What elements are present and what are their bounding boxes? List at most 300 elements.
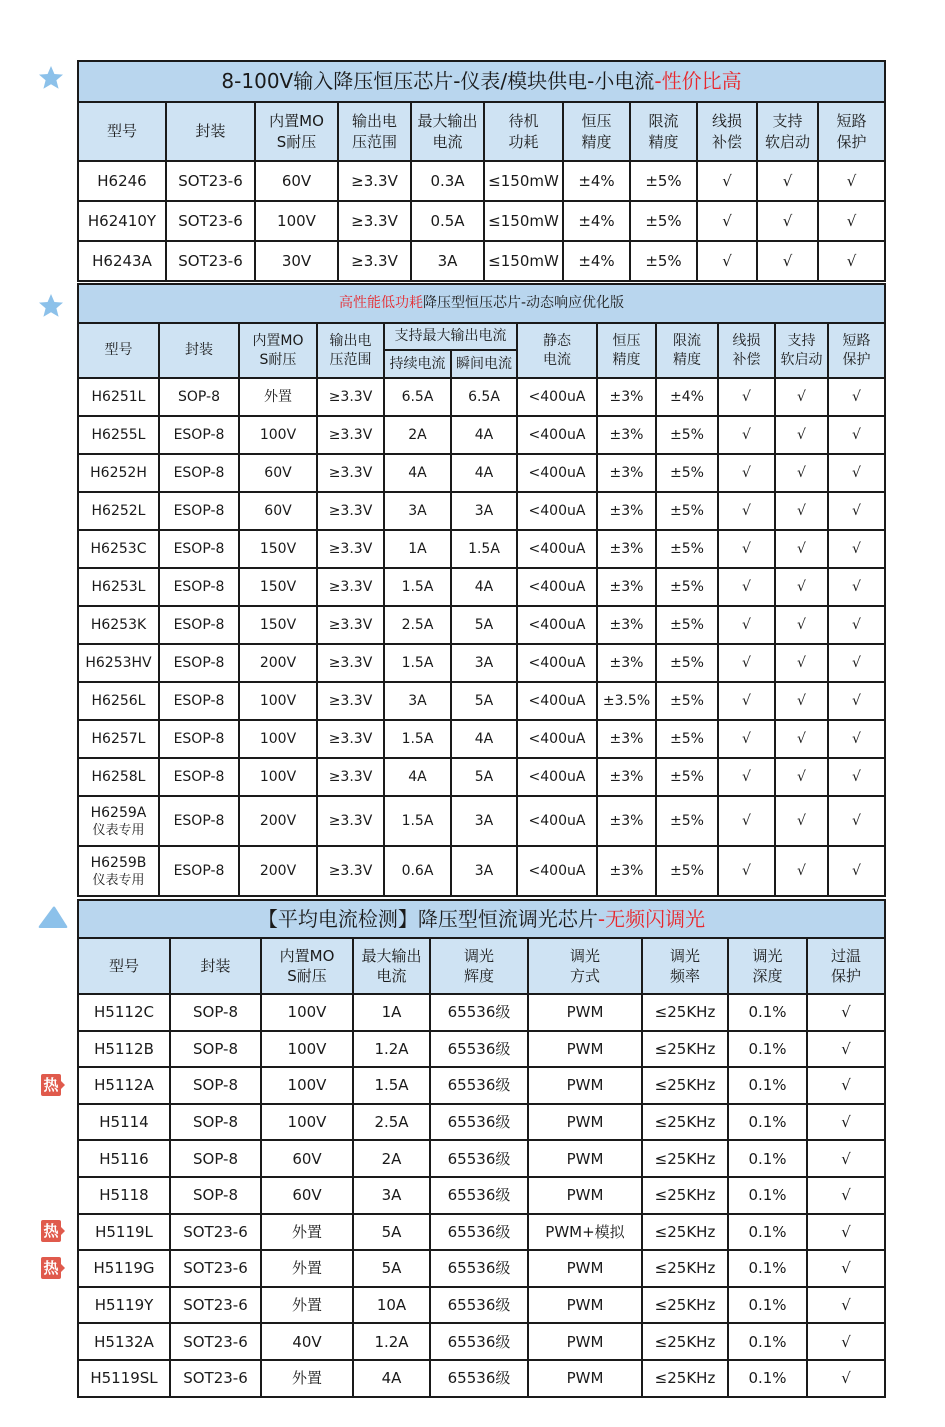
table-cell: 1.2A: [353, 1031, 430, 1068]
table-section1: [77, 60, 886, 282]
table-cell: √: [718, 416, 775, 454]
table-cell: 0.5A: [411, 201, 484, 241]
table-cell: H6258L: [78, 758, 159, 796]
table-cell: <400uA: [517, 378, 597, 416]
table-cell: 1.5A: [353, 1067, 430, 1104]
table-cell: √: [828, 644, 885, 682]
table-cell: 5A: [451, 682, 517, 720]
table-cell: 0.3A: [411, 161, 484, 201]
column-header: 支持 软启动: [757, 102, 818, 161]
table-cell: 65536级: [430, 1031, 528, 1068]
table-cell: 1.5A: [384, 568, 451, 606]
table-cell: 1.5A: [384, 644, 451, 682]
table-cell: <400uA: [517, 416, 597, 454]
table-cell: 0.1%: [728, 1214, 807, 1251]
table-cell: SOP-8: [170, 1031, 261, 1068]
table-cell: 3A: [451, 796, 517, 846]
table-cell: H6251L: [78, 378, 159, 416]
table-cell: √: [818, 161, 885, 201]
table-cell: ±5%: [630, 161, 697, 201]
table-cell: 外置: [239, 378, 317, 416]
table-cell: ESOP-8: [159, 796, 239, 846]
table-cell: √: [718, 378, 775, 416]
table-cell: PWM: [528, 1250, 642, 1287]
table-cell: ≥3.3V: [317, 644, 384, 682]
table-cell: H6256L: [78, 682, 159, 720]
table-cell: ±4%: [563, 161, 630, 201]
table-cell: ≤25KHz: [642, 1140, 728, 1177]
table-cell: √: [807, 1250, 885, 1287]
table-cell: ≥3.3V: [317, 846, 384, 896]
table-row: [78, 758, 885, 796]
table-cell: 65536级: [430, 1323, 528, 1360]
table-cell: H5119L: [78, 1214, 170, 1251]
table-cell: H5132A: [78, 1323, 170, 1360]
table-cell: 60V: [261, 1140, 353, 1177]
table-cell: ±5%: [656, 644, 718, 682]
table-cell: √: [828, 720, 885, 758]
table-cell: ±5%: [630, 201, 697, 241]
column-header: 封装: [166, 102, 255, 161]
table-cell: 4A: [384, 758, 451, 796]
table-cell: ≥3.3V: [317, 796, 384, 846]
column-header: 内置MO S耐压: [239, 323, 317, 378]
table-cell: <400uA: [517, 644, 597, 682]
table-cell: 6.5A: [451, 378, 517, 416]
table-cell: ESOP-8: [159, 568, 239, 606]
table-cell: 40V: [261, 1323, 353, 1360]
table-cell: 4A: [451, 416, 517, 454]
table-cell: H5112B: [78, 1031, 170, 1068]
hot-label: 热: [43, 1221, 59, 1240]
section2-title: 高性能低功耗降压型恒压芯片-动态响应优化版: [78, 284, 885, 323]
column-header: 限流 精度: [630, 102, 697, 161]
column-header: 最大输出 电流: [353, 938, 430, 994]
column-header: 线损 补偿: [697, 102, 757, 161]
table-cell: ±3%: [597, 378, 656, 416]
table-cell: ≤25KHz: [642, 1360, 728, 1397]
table-cell: <400uA: [517, 606, 597, 644]
table-cell: 150V: [239, 530, 317, 568]
table-cell: PWM: [528, 1067, 642, 1104]
table-cell: <400uA: [517, 682, 597, 720]
table-cell: ≥3.3V: [317, 492, 384, 530]
table-cell: √: [807, 1287, 885, 1324]
table-cell: SOP-8: [170, 1067, 261, 1104]
table-cell: 0.1%: [728, 1250, 807, 1287]
table-cell: SOT23-6: [166, 201, 255, 241]
table-cell: 3A: [384, 682, 451, 720]
table-cell: 65536级: [430, 1177, 528, 1214]
table-cell: 150V: [239, 606, 317, 644]
table-cell: ±5%: [656, 796, 718, 846]
table-cell: SOP-8: [170, 1140, 261, 1177]
table-cell: √: [807, 1360, 885, 1397]
star-icon: [37, 64, 65, 92]
table-cell: √: [718, 530, 775, 568]
table-cell: √: [828, 416, 885, 454]
table-cell: 4A: [451, 568, 517, 606]
table-cell: H6255L: [78, 416, 159, 454]
table-cell: √: [718, 644, 775, 682]
hot-icon: [38, 1073, 66, 1097]
column-header: 内置MO S耐压: [261, 938, 353, 994]
table-cell: 100V: [255, 201, 338, 241]
table-cell: H5114: [78, 1104, 170, 1141]
table-cell: H5119G: [78, 1250, 170, 1287]
table-cell: √: [775, 530, 828, 568]
table-cell: H6243A: [78, 241, 166, 281]
table-cell: ≤25KHz: [642, 1250, 728, 1287]
triangle-icon: [37, 904, 69, 930]
table-cell: √: [775, 492, 828, 530]
table-cell: 150V: [239, 568, 317, 606]
column-header: 恒压 精度: [597, 323, 656, 378]
table-row: [78, 720, 885, 758]
table-cell: PWM: [528, 1104, 642, 1141]
table-cell: ≤25KHz: [642, 994, 728, 1031]
table-cell: SOP-8: [159, 378, 239, 416]
table-cell: √: [807, 1067, 885, 1104]
table-cell: SOP-8: [170, 994, 261, 1031]
table-cell: ±5%: [656, 492, 718, 530]
column-header: 型号: [78, 323, 159, 378]
table-cell: 外置: [261, 1250, 353, 1287]
table-cell: 3A: [451, 846, 517, 896]
table-cell: PWM: [528, 1031, 642, 1068]
table-row: [78, 1287, 885, 1324]
table-cell: H6246: [78, 161, 166, 201]
table-cell: PWM: [528, 1287, 642, 1324]
table-cell: ±3%: [597, 492, 656, 530]
table-cell: ≤150mW: [484, 161, 563, 201]
table-cell: 200V: [239, 644, 317, 682]
table-cell: √: [718, 846, 775, 896]
table-cell: √: [828, 796, 885, 846]
table-cell: 30V: [255, 241, 338, 281]
table-cell: √: [718, 796, 775, 846]
table-cell: ±5%: [656, 606, 718, 644]
table-cell: √: [807, 1214, 885, 1251]
table-cell: ±3%: [597, 454, 656, 492]
table-cell: 3A: [411, 241, 484, 281]
table-cell: √: [697, 241, 757, 281]
table-cell: ≥3.3V: [317, 378, 384, 416]
table-cell: ±3.5%: [597, 682, 656, 720]
table-cell: <400uA: [517, 846, 597, 896]
table-cell: H6253HV: [78, 644, 159, 682]
table-cell: ≤25KHz: [642, 1287, 728, 1324]
table-cell: √: [807, 994, 885, 1031]
table-cell: 100V: [261, 994, 353, 1031]
table-cell: 4A: [384, 454, 451, 492]
table-cell: ESOP-8: [159, 606, 239, 644]
table-cell: <400uA: [517, 720, 597, 758]
table-cell: ±3%: [597, 568, 656, 606]
table-cell: 65536级: [430, 1067, 528, 1104]
table-row: [78, 994, 885, 1031]
table-row: [78, 606, 885, 644]
table-cell: ±3%: [597, 416, 656, 454]
table-cell: <400uA: [517, 492, 597, 530]
section1-title: 8-100V输入降压恒压芯片-仪表/模块供电-小电流-性价比高: [78, 61, 885, 102]
table-cell: √: [775, 758, 828, 796]
column-header: 型号: [78, 102, 166, 161]
table-cell: √: [697, 201, 757, 241]
model-note: 仪表专用: [92, 822, 145, 838]
column-subheader: 瞬间电流: [451, 350, 517, 378]
table-cell: 10A: [353, 1287, 430, 1324]
table-cell: 65536级: [430, 1104, 528, 1141]
column-header: 调光 深度: [728, 938, 807, 994]
table-cell: ESOP-8: [159, 644, 239, 682]
table-cell: √: [775, 416, 828, 454]
table-cell: 外置: [261, 1214, 353, 1251]
table-cell: PWM: [528, 1360, 642, 1397]
table-cell: 60V: [239, 454, 317, 492]
table-cell: 0.1%: [728, 1067, 807, 1104]
table-cell: 2.5A: [353, 1104, 430, 1141]
table-cell: 65536级: [430, 1250, 528, 1287]
table-cell: ±3%: [597, 606, 656, 644]
table-cell: ≤25KHz: [642, 1104, 728, 1141]
table-cell: ±4%: [563, 241, 630, 281]
table-cell: PWM: [528, 1140, 642, 1177]
table-row: [78, 161, 885, 201]
table-row: [78, 1360, 885, 1397]
table-cell: 4A: [451, 454, 517, 492]
column-header: 过温 保护: [807, 938, 885, 994]
table-cell: √: [697, 161, 757, 201]
table-row: [78, 492, 885, 530]
table-cell: 0.1%: [728, 1287, 807, 1324]
column-header: 封装: [159, 323, 239, 378]
column-header: 短路 保护: [818, 102, 885, 161]
table-row: [78, 1031, 885, 1068]
table-cell: 5A: [353, 1214, 430, 1251]
table-cell: ≤25KHz: [642, 1067, 728, 1104]
table-cell: 100V: [261, 1067, 353, 1104]
table-cell: ESOP-8: [159, 682, 239, 720]
column-header: 调光 辉度: [430, 938, 528, 994]
table-cell: ≤25KHz: [642, 1214, 728, 1251]
table-cell: H6253L: [78, 568, 159, 606]
table-cell: H62410Y: [78, 201, 166, 241]
table-section2: [77, 283, 886, 897]
table-cell: ≤150mW: [484, 201, 563, 241]
table-cell: √: [828, 606, 885, 644]
table-row: [78, 1214, 885, 1251]
table-cell: 3A: [384, 492, 451, 530]
table-cell: 5A: [451, 606, 517, 644]
table-row: [78, 1104, 885, 1141]
table-cell: H5118: [78, 1177, 170, 1214]
table-cell: PWM: [528, 994, 642, 1031]
table-cell: ±4%: [656, 378, 718, 416]
table-cell: SOT23-6: [166, 241, 255, 281]
table-cell: √: [718, 758, 775, 796]
table-cell: ±3%: [597, 530, 656, 568]
table-cell: 0.1%: [728, 1031, 807, 1068]
table-cell: √: [718, 492, 775, 530]
table-cell: √: [828, 378, 885, 416]
table-cell: SOT23-6: [170, 1323, 261, 1360]
table-cell: ≥3.3V: [317, 758, 384, 796]
table-cell: PWM: [528, 1323, 642, 1360]
table-row: [78, 1323, 885, 1360]
table-cell: 0.1%: [728, 1323, 807, 1360]
table-cell: 65536级: [430, 1360, 528, 1397]
column-header: 恒压 精度: [563, 102, 630, 161]
table-cell: H6257L: [78, 720, 159, 758]
table-cell: ±5%: [656, 758, 718, 796]
table-cell: <400uA: [517, 530, 597, 568]
table-cell: 1A: [384, 530, 451, 568]
table-cell: 4A: [353, 1360, 430, 1397]
table-cell: SOT23-6: [170, 1287, 261, 1324]
table-cell: √: [757, 161, 818, 201]
model-name: H6259A: [90, 804, 147, 821]
table-cell: 200V: [239, 796, 317, 846]
table-cell: ESOP-8: [159, 720, 239, 758]
table-cell: 65536级: [430, 1214, 528, 1251]
table-cell: SOT23-6: [170, 1250, 261, 1287]
table-cell: 60V: [239, 492, 317, 530]
table-cell: 1.2A: [353, 1323, 430, 1360]
table-cell: ≤25KHz: [642, 1031, 728, 1068]
table-cell: √: [818, 201, 885, 241]
table-row: [78, 644, 885, 682]
table-cell: ≥3.3V: [338, 161, 411, 201]
column-header: 型号: [78, 938, 170, 994]
table-cell: <400uA: [517, 568, 597, 606]
table-row: [78, 241, 885, 281]
table-cell: ±5%: [656, 682, 718, 720]
table-cell: √: [828, 846, 885, 896]
table-cell: 2A: [384, 416, 451, 454]
table-cell: 65536级: [430, 1287, 528, 1324]
table-row: [78, 846, 885, 896]
table-cell: 3A: [451, 644, 517, 682]
table-cell: √: [828, 568, 885, 606]
table-cell: H5116: [78, 1140, 170, 1177]
table-cell: ESOP-8: [159, 758, 239, 796]
table-cell: SOP-8: [170, 1177, 261, 1214]
table-cell: √: [807, 1323, 885, 1360]
table-cell: √: [807, 1104, 885, 1141]
table-row: [78, 1067, 885, 1104]
table-row: [78, 530, 885, 568]
table-cell: √: [775, 846, 828, 896]
table-cell: √: [807, 1031, 885, 1068]
column-header: 内置MO S耐压: [255, 102, 338, 161]
table-cell: 100V: [239, 758, 317, 796]
table-cell: √: [775, 796, 828, 846]
table-cell: 外置: [261, 1360, 353, 1397]
table-cell: ≥3.3V: [317, 454, 384, 492]
column-header: 线损 补偿: [718, 323, 775, 378]
table-cell: 0.1%: [728, 994, 807, 1031]
column-header: 待机 功耗: [484, 102, 563, 161]
table-row: [78, 416, 885, 454]
table-cell: 100V: [239, 720, 317, 758]
table-cell: 外置: [261, 1287, 353, 1324]
model-note: 仪表专用: [92, 872, 145, 888]
model-name: H6259B: [90, 854, 147, 871]
table-cell: √: [757, 241, 818, 281]
table-row: [78, 201, 885, 241]
table-cell: √: [807, 1177, 885, 1214]
table-cell: 1.5A: [384, 796, 451, 846]
column-header: 封装: [170, 938, 261, 994]
table-cell: 5A: [353, 1250, 430, 1287]
table-cell: ≥3.3V: [338, 201, 411, 241]
table-cell: H6252L: [78, 492, 159, 530]
table-cell: √: [775, 644, 828, 682]
table-cell: ±5%: [656, 568, 718, 606]
column-header: 支持 软启动: [775, 323, 828, 378]
table-row: [78, 1177, 885, 1214]
table-cell: √: [718, 568, 775, 606]
table-cell: 0.1%: [728, 1104, 807, 1141]
table-cell: √: [775, 682, 828, 720]
table-cell: ±5%: [656, 720, 718, 758]
table-cell: ≥3.3V: [317, 606, 384, 644]
table-cell: H5119SL: [78, 1360, 170, 1397]
table-cell: SOP-8: [170, 1104, 261, 1141]
table-row: [78, 1140, 885, 1177]
table-cell: √: [775, 378, 828, 416]
star-icon: [37, 292, 65, 320]
table-cell: H6252H: [78, 454, 159, 492]
table-cell: 3A: [353, 1177, 430, 1214]
table-cell: 3A: [451, 492, 517, 530]
table-cell: <400uA: [517, 758, 597, 796]
table-cell: √: [818, 241, 885, 281]
column-header: 最大输出 电流: [411, 102, 484, 161]
table-cell: 100V: [239, 682, 317, 720]
column-header: 调光 频率: [642, 938, 728, 994]
table-cell: ±5%: [656, 530, 718, 568]
table-cell: ±4%: [563, 201, 630, 241]
table-cell: √: [718, 606, 775, 644]
table-cell: 65536级: [430, 994, 528, 1031]
table-row: [78, 454, 885, 492]
table-cell: 0.1%: [728, 1177, 807, 1214]
table-cell: 2A: [353, 1140, 430, 1177]
table-cell: √: [807, 1140, 885, 1177]
column-header: 支持最大输出电流: [384, 323, 517, 350]
column-header: 输出电 压范围: [338, 102, 411, 161]
table-cell: ≥3.3V: [317, 720, 384, 758]
table-row: [78, 796, 885, 846]
table-cell: √: [757, 201, 818, 241]
table-cell: ≤25KHz: [642, 1323, 728, 1360]
table-cell: SOT23-6: [170, 1360, 261, 1397]
table-cell: √: [775, 454, 828, 492]
table-cell: ≥3.3V: [338, 241, 411, 281]
column-subheader: 持续电流: [384, 350, 451, 378]
table-cell: ESOP-8: [159, 846, 239, 896]
table-cell: 0.1%: [728, 1140, 807, 1177]
column-header: 输出电 压范围: [317, 323, 384, 378]
table-cell: 100V: [239, 416, 317, 454]
table-cell: <400uA: [517, 796, 597, 846]
table-row: [78, 1250, 885, 1287]
hot-icon: [38, 1256, 66, 1280]
column-header: 调光 方式: [528, 938, 642, 994]
table-cell: 1.5A: [384, 720, 451, 758]
